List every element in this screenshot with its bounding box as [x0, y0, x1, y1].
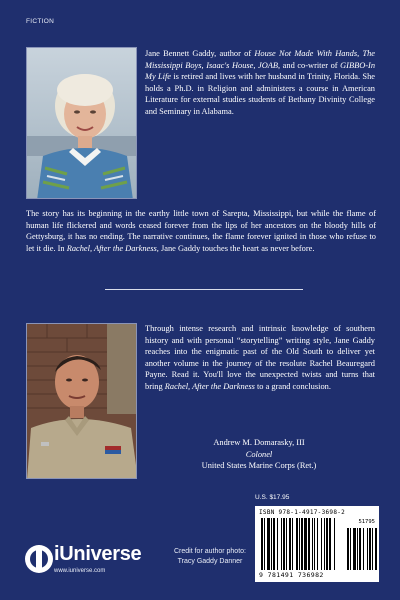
- price-label: U.S. $17.95: [255, 494, 290, 501]
- bio-title-house: House Not Made With Hands: [254, 49, 358, 58]
- isbn-label: ISBN 978-1-4917-3698-2: [259, 509, 346, 516]
- photo-credit: [170, 547, 250, 566]
- barcode-bar: [312, 518, 313, 570]
- photo-credit-line1: Credit for author photo:: [174, 548, 246, 555]
- bio-title-mississippi-boys: The Mississippi Boys: [145, 49, 376, 70]
- barcode-bar: [334, 518, 335, 570]
- story-text: The story has its beginning in the earthy little town of Sarepta, Mississippi, but while the flame of human life flickered and words ceased forever from the lips of her ancestors on the bloody hills of Gettysburg, it has no ending. The narrative continues, the flame forever ignited in those who refuse to let it die. In: [26, 209, 376, 253]
- bio-sep: ,: [357, 49, 363, 58]
- barcode-bar: [324, 518, 325, 570]
- endorsement-signature: [145, 437, 373, 472]
- endorser-photo: [26, 323, 137, 479]
- publisher-logo: [24, 540, 162, 584]
- barcode-addon-bar: [372, 528, 373, 570]
- barcode-addon-bar: [350, 528, 351, 570]
- barcode-bar: [267, 518, 270, 570]
- publisher-url: www.iuniverse.com: [54, 568, 106, 574]
- publisher-name: iUniverse: [54, 543, 142, 565]
- barcode-bar: [261, 518, 263, 570]
- barcode-bar: [277, 518, 278, 570]
- bio-rest: is retired and lives with her husband in Trinity, Florida. She holds a Ph.D. in Religion and administers a course in American Literature for external studies students of Bethany Divinity College and Seminary in Alabama.: [145, 72, 375, 116]
- story-text-end: , Jane Gaddy touches the heart as never before.: [156, 243, 315, 253]
- barcode-addon-bar: [375, 528, 377, 570]
- bio-sep: ,: [253, 60, 259, 70]
- barcode-addon-bar: [357, 528, 358, 570]
- author-photo: [26, 47, 137, 199]
- author-portrait-image: [27, 48, 137, 199]
- barcode-addon-bar: [359, 528, 361, 570]
- barcode-bar: [299, 518, 300, 570]
- barcode-bar: [286, 518, 287, 570]
- barcode-bar: [304, 518, 307, 570]
- barcode-addon-bar: [363, 528, 364, 570]
- endorser-portrait-image: [27, 324, 137, 479]
- barcode-addon-bar: [347, 528, 349, 570]
- story-book-title: Rachel, After the Darkness: [66, 243, 157, 253]
- barcode-number: 9 781491 736982: [259, 571, 324, 579]
- barcode-bar: [292, 518, 293, 570]
- bio-title-gibbo: GIBBO-In My Life: [145, 60, 376, 82]
- bio-intro: Jane Bennett Gaddy, author of: [145, 49, 255, 58]
- barcode-bar: [296, 518, 298, 570]
- category-label: FICTION: [26, 18, 55, 25]
- barcode-addon-bar: [353, 528, 356, 570]
- barcode-bar: [308, 518, 310, 570]
- barcode-bar: [301, 518, 303, 570]
- barcode-bar: [273, 518, 275, 570]
- section-divider: [105, 289, 303, 290]
- barcode-bar: [283, 518, 285, 570]
- signer-name: Andrew M. Domarasky, III: [213, 438, 305, 447]
- barcode-bar: [264, 518, 265, 570]
- endorsement-paragraph: [145, 323, 375, 393]
- signer-organization: United States Marine Corps (Ret.): [201, 461, 317, 471]
- barcode-bar: [281, 518, 282, 570]
- barcode-addon-bar: [369, 528, 371, 570]
- bio-title-isaacs-house: Isaac's House: [206, 60, 254, 70]
- endorsement-text: Through intense research and intrinsic knowledge of southern history and with personal “storytelling” writing style, Jane Gaddy reaches into the enigmatic past of the Old South to deliver yet another volume in the journey of the resolute Rachel Beauregard Payne. Read it. You'll love the unexpected twists and turns that bring: [145, 324, 375, 391]
- signer-rank: Colonel: [245, 449, 273, 459]
- barcode-bar: [326, 518, 328, 570]
- price-code: 51795: [358, 519, 375, 525]
- bio-sep: ,: [201, 60, 207, 70]
- photo-credit-line2: Tracy Gaddy Danner: [177, 557, 243, 565]
- barcode-addon-bar: [367, 528, 368, 570]
- barcode-bar: [289, 518, 291, 570]
- barcode-bar: [329, 518, 331, 570]
- endorsement-text-end: to a grand conclusion.: [254, 381, 331, 391]
- barcode-bar: [317, 518, 318, 570]
- bio-title-joab: JOAB: [258, 60, 279, 70]
- barcode-bar: [314, 518, 315, 570]
- endorsement-book-title: Rachel, After the Darkness: [164, 381, 255, 391]
- isbn-barcode: [255, 506, 379, 582]
- barcode-bar: [321, 518, 322, 570]
- barcode-bar: [271, 518, 272, 570]
- story-paragraph: [26, 208, 376, 254]
- author-bio: [145, 48, 375, 118]
- iuniverse-logo-icon: [24, 542, 54, 576]
- bio-mid: , and co-writer of: [278, 60, 341, 70]
